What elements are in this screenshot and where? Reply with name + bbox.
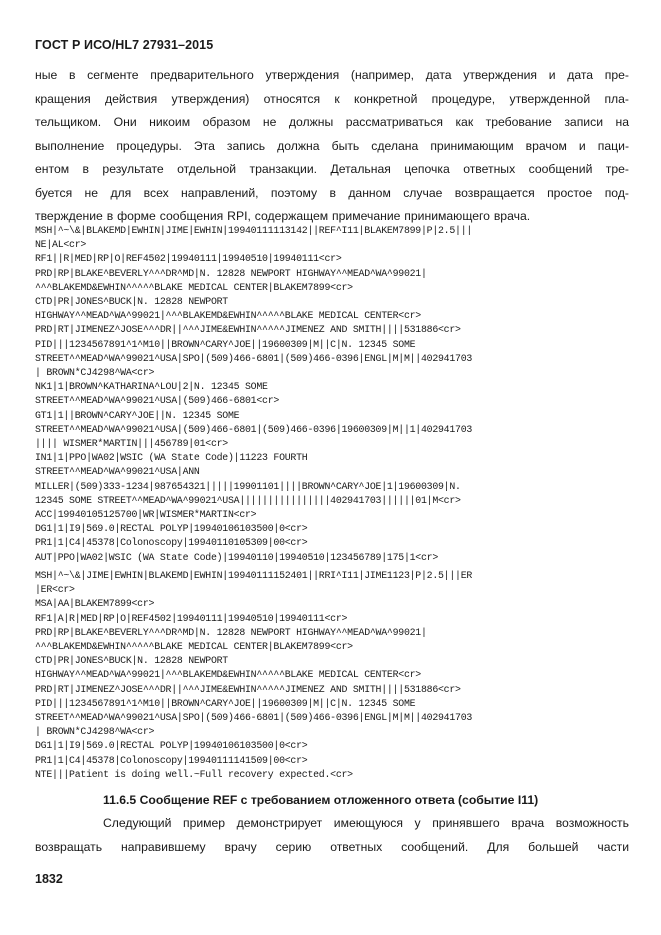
code-line: RF1||R|MED|RP|O|REF4502|19940111|19940510|19940111<cr> bbox=[35, 253, 342, 265]
paragraph-line: выполнение процедуры. Эта запись должна быть сделана принимающим врачом и паци- bbox=[35, 138, 629, 153]
code-line: ^^^BLAKEMD&EWHIN^^^^^BLAKE MEDICAL CENTER|BLAKEM7899<cr> bbox=[35, 281, 353, 293]
code-line: |||| WISMER*MARTIN|||456789|01<cr> bbox=[35, 438, 228, 450]
code-line: | BROWN*CJ4298^WA<cr> bbox=[35, 726, 155, 738]
page-number: 1832 bbox=[35, 872, 63, 886]
code-line: ^^^BLAKEMD&EWHIN^^^^^BLAKE MEDICAL CENTER|BLAKEM7899<cr> bbox=[35, 641, 353, 653]
code-line: PRD|RT|JIMENEZ^JOSE^^^DR||^^^JIME&EWHIN^^^^^JIMENEZ AND SMITH||||531886<cr> bbox=[35, 324, 461, 336]
paragraph-line: Следующий пример демонстрирует имеющуюся у принявшего врача возможность bbox=[103, 816, 629, 830]
code-line: |ER<cr> bbox=[35, 584, 75, 596]
code-line: MSH|^~\&|BLAKEMD|EWHIN|JIME|EWHIN|19940111113142||REF^I11|BLAKEM7899|P|2.5||| bbox=[35, 225, 473, 236]
code-line: GT1|1||BROWN^CARY^JOE||N. 12345 SOME bbox=[35, 409, 240, 421]
code-line: DG1|1|I9|569.0|RECTAL POLYP|19940106103500|0<cr> bbox=[35, 740, 308, 752]
code-line: CTD|PR|JONES^BUCK|N. 12828 NEWPORT bbox=[35, 655, 228, 667]
code-line: MSA|AA|BLAKEM7899<cr> bbox=[35, 598, 155, 610]
section-heading: 11.6.5 Сообщение REF с требованием отложенного ответа (событие I11) bbox=[103, 793, 539, 807]
paragraph-line: возвращать направившему врачу серию ответных сообщений. Для большей части bbox=[35, 839, 629, 854]
code-line: STREET^^MEAD^WA^99021^USA|ANN bbox=[35, 466, 200, 478]
code-line: PID|||1234567891^1^M10||BROWN^CARY^JOE||19600309|M||C|N. 12345 SOME bbox=[35, 338, 416, 350]
paragraph-line: тельщиком. Они никоим образом не должны рассматриваться как требование записи на bbox=[35, 115, 629, 129]
page-header-standard-title: ГОСТ Р ИСО/HL7 27931–2015 bbox=[35, 38, 214, 52]
code-line: HIGHWAY^^MEAD^WA^99021|^^^BLAKEMD&EWHIN^^^^^BLAKE MEDICAL CENTER<cr> bbox=[35, 310, 421, 322]
code-line: RF1|A|R|MED|RP|O|REF4502|19940111|19940510|19940111<cr> bbox=[35, 612, 348, 624]
paragraph-line: ентом в результате отдельной транзакции. Детальная цепочка ответных сообщений тре- bbox=[35, 162, 629, 176]
code-line: IN1|1|PPO|WA02|WSIC (WA State Code)|11223 FOURTH bbox=[35, 452, 308, 464]
code-line: | BROWN*CJ4298^WA<cr> bbox=[35, 367, 155, 379]
code-line: STREET^^MEAD^WA^99021^USA|(509)466-6801<cr> bbox=[35, 395, 280, 407]
code-line: MSH|^~\&|JIME|EWHIN|BLAKEMD|EWHIN|19940111152401||RRI^I11|JIME1123|P|2.5|||ER bbox=[35, 570, 473, 581]
code-line: CTD|PR|JONES^BUCK|N. 12828 NEWPORT bbox=[35, 296, 228, 308]
intro-paragraph bbox=[35, 64, 629, 229]
code-line: AUT|PPO|WA02|WSIC (WA State Code)|19940110|19940510|123456789|175|1<cr> bbox=[35, 551, 438, 563]
code-line: PID|||1234567891^1^M10||BROWN^CARY^JOE||19600309|M||C|N. 12345 SOME bbox=[35, 697, 416, 709]
outro-paragraph bbox=[35, 812, 629, 859]
code-line: PRD|RP|BLAKE^BEVERLY^^^DR^MD|N. 12828 NEWPORT HIGHWAY^^MEAD^WA^99021| bbox=[35, 626, 427, 638]
code-line: PRD|RT|JIMENEZ^JOSE^^^DR||^^^JIME&EWHIN^^^^^JIMENEZ AND SMITH||||531886<cr> bbox=[35, 683, 461, 695]
code-line: DG1|1|I9|569.0|RECTAL POLYP|19940106103500|0<cr> bbox=[35, 523, 308, 535]
code-line: 12345 SOME STREET^^MEAD^WA^99021^USA||||||||||||||||402941703||||||01|M<cr> bbox=[35, 494, 461, 506]
code-line: NK1|1|BROWN^KATHARINA^LOU|2|N. 12345 SOME bbox=[35, 381, 268, 393]
code-line: NE|AL<cr> bbox=[35, 239, 87, 251]
paragraph-line: кращения действия утверждения) относятся к конкретной процедуре, утвержденной пла- bbox=[35, 91, 629, 106]
code-line: NTE|||Patient is doing well.~Full recovery expected.<cr> bbox=[35, 768, 353, 780]
code-line: MILLER|(509)333-1234|987654321|||||19901101||||BROWN^CARY^JOE|1|19600309|N. bbox=[35, 480, 461, 492]
paragraph-line: тверждение в форме сообщения RPI, содержащем примечание принимающего врача. bbox=[35, 209, 531, 223]
code-line: STREET^^MEAD^WA^99021^USA|SPO|(509)466-6801|(509)466-0396|ENGL|M|M||402941703 bbox=[35, 352, 473, 364]
code-line: STREET^^MEAD^WA^99021^USA|SPO|(509)466-6801|(509)466-0396|ENGL|M|M||402941703 bbox=[35, 712, 473, 724]
code-line: STREET^^MEAD^WA^99021^USA|(509)466-6801|(509)466-0396|19600309|M||1|402941703 bbox=[35, 423, 473, 435]
code-line: PR1|1|C4|45378|Colonoscopy|19940111141509|00<cr> bbox=[35, 754, 308, 766]
hl7-message-ref-i11 bbox=[35, 224, 635, 565]
code-line: PR1|1|C4|45378|Colonoscopy|19940110105309|00<cr> bbox=[35, 537, 308, 549]
code-line: HIGHWAY^^MEAD^WA^99021|^^^BLAKEMD&EWHIN^^^^^BLAKE MEDICAL CENTER<cr> bbox=[35, 669, 421, 681]
code-line: ACC|19940105125700|WR|WISMER*MARTIN<cr> bbox=[35, 509, 257, 521]
code-line: PRD|RP|BLAKE^BEVERLY^^^DR^MD|N. 12828 NEWPORT HIGHWAY^^MEAD^WA^99021| bbox=[35, 267, 427, 279]
paragraph-line: ные в сегменте предварительного утверждения (например, дата утверждения и дата пре- bbox=[35, 68, 629, 82]
paragraph-line: буется не для всех направлений, поэтому в данном случае возвращается простое под- bbox=[35, 185, 629, 200]
hl7-message-rri-i11 bbox=[35, 569, 635, 782]
